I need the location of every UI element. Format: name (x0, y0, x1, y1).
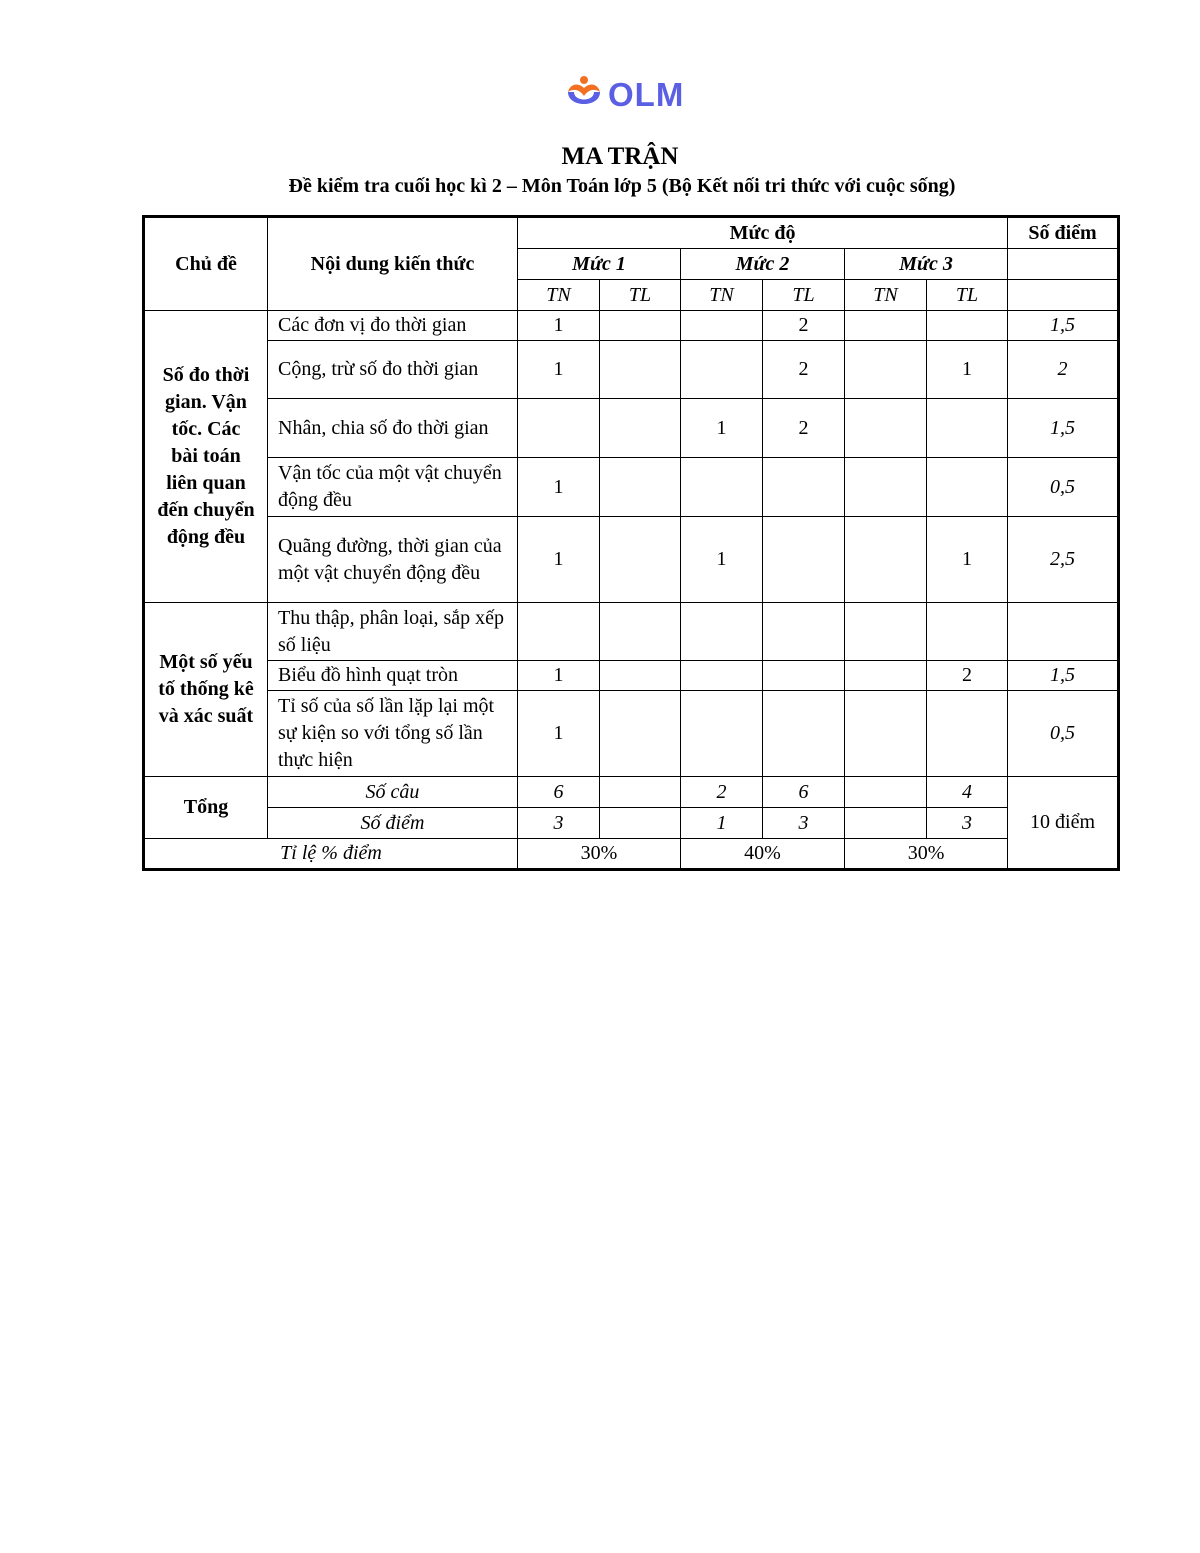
cell-m3tn (845, 603, 927, 661)
header-tl: TL (927, 280, 1008, 311)
cell-m2tn (681, 603, 763, 661)
cell-m2tl: 2 (763, 399, 845, 458)
header-tn: TN (681, 280, 763, 311)
total-q-m1tn: 6 (518, 777, 600, 808)
cell-m1tn: 1 (518, 517, 600, 603)
cell-m3tl: 1 (927, 517, 1008, 603)
cell-m3tn (845, 517, 927, 603)
cell-m3tn (845, 691, 927, 777)
row-content: Vận tốc của một vật chuyển động đều (268, 458, 518, 517)
cell-m2tl (763, 691, 845, 777)
cell-m1tn: 1 (518, 661, 600, 691)
cell-m1tn (518, 603, 600, 661)
table-row (144, 341, 1119, 399)
header-topic: Chủ đề (144, 217, 268, 311)
cell-m2tl (763, 661, 845, 691)
cell-m3tl: 2 (927, 661, 1008, 691)
cell-m2tn: 1 (681, 399, 763, 458)
ratio-row (144, 839, 1119, 870)
total-p-m2tl: 3 (763, 808, 845, 839)
cell-m2tn: 1 (681, 517, 763, 603)
cell-m1tl (600, 311, 681, 341)
ratio-m3: 30% (845, 839, 1008, 870)
total-q-m1tl (600, 777, 681, 808)
total-questions-label: Số câu (268, 777, 518, 808)
cell-m1tn: 1 (518, 341, 600, 399)
cell-m1tl (600, 458, 681, 517)
total-p-m2tn: 1 (681, 808, 763, 839)
olm-logo-icon (564, 74, 604, 118)
total-p-m3tl: 3 (927, 808, 1008, 839)
cell-m3tn (845, 399, 927, 458)
logo-text: OLM (608, 76, 685, 113)
table-row (144, 458, 1119, 517)
cell-m2tl: 2 (763, 311, 845, 341)
total-q-m3tn (845, 777, 927, 808)
cell-m2tn (681, 458, 763, 517)
total-p-m1tl (600, 808, 681, 839)
table-row (144, 399, 1119, 458)
page-title: MA TRẬN (561, 143, 679, 170)
cell-m2tl (763, 517, 845, 603)
ratio-label: Tỉ lệ % điểm (144, 839, 518, 870)
table-row (144, 661, 1119, 691)
total-q-m2tl: 6 (763, 777, 845, 808)
cell-m3tl (927, 691, 1008, 777)
cell-score: 2,5 (1008, 517, 1119, 603)
cell-m1tl (600, 661, 681, 691)
group-topic: Số đo thời gian. Vận tốc. Các bài toán liên quan đến chuyển động đều (144, 311, 268, 603)
cell-m1tl (600, 399, 681, 458)
row-content: Các đơn vị đo thời gian (268, 311, 518, 341)
cell-m3tn (845, 458, 927, 517)
header-tn: TN (845, 280, 927, 311)
cell-m3tl (927, 603, 1008, 661)
header-level1: Mức 1 (518, 249, 681, 280)
cell-m2tl (763, 458, 845, 517)
cell-m3tl (927, 458, 1008, 517)
cell-m1tn: 1 (518, 311, 600, 341)
matrix-table (142, 215, 1120, 871)
total-p-m3tn (845, 808, 927, 839)
cell-m1tl (600, 691, 681, 777)
row-content: Tỉ số của số lần lặp lại một sự kiện so với tổng số lần thực hiện (268, 691, 518, 777)
cell-m3tl: 1 (927, 341, 1008, 399)
group-topic: Một số yếu tố thống kê và xác suất (144, 603, 268, 777)
header-content: Nội dung kiến thức (268, 217, 518, 311)
header-score-empty (1008, 280, 1119, 311)
total-questions-row (144, 777, 1119, 808)
table-row (144, 691, 1119, 777)
olm-logo (564, 74, 694, 118)
cell-m1tn: 1 (518, 691, 600, 777)
row-content: Biểu đồ hình quạt tròn (268, 661, 518, 691)
cell-m1tl (600, 603, 681, 661)
table-row (144, 311, 1119, 341)
header-level3: Mức 3 (845, 249, 1008, 280)
ratio-m1: 30% (518, 839, 681, 870)
header-tn: TN (518, 280, 600, 311)
header-tl: TL (763, 280, 845, 311)
cell-m1tn (518, 399, 600, 458)
cell-score: 1,5 (1008, 311, 1119, 341)
cell-m1tl (600, 517, 681, 603)
total-label: Tổng (144, 777, 268, 839)
cell-m2tn (681, 691, 763, 777)
cell-m2tn (681, 661, 763, 691)
cell-score: 0,5 (1008, 691, 1119, 777)
cell-score: 2 (1008, 341, 1119, 399)
cell-m3tn (845, 311, 927, 341)
total-points-label: Số điểm (268, 808, 518, 839)
cell-m3tl (927, 399, 1008, 458)
cell-m3tn (845, 341, 927, 399)
header-tl: TL (600, 280, 681, 311)
total-q-m2tn: 2 (681, 777, 763, 808)
cell-m2tl: 2 (763, 341, 845, 399)
header-score-empty (1008, 249, 1119, 280)
cell-score (1008, 603, 1119, 661)
table-row (144, 603, 1119, 661)
row-content: Thu thập, phân loại, sắp xếp số liệu (268, 603, 518, 661)
header-level: Mức độ (518, 217, 1008, 249)
cell-m3tn (845, 661, 927, 691)
cell-m2tn (681, 341, 763, 399)
cell-m2tn (681, 311, 763, 341)
table-row (144, 517, 1119, 603)
cell-m1tl (600, 341, 681, 399)
total-p-m1tn: 3 (518, 808, 600, 839)
ratio-m2: 40% (681, 839, 845, 870)
row-content: Nhân, chia số đo thời gian (268, 399, 518, 458)
cell-score: 0,5 (1008, 458, 1119, 517)
header-score: Số điểm (1008, 217, 1119, 249)
page-subtitle: Đề kiểm tra cuối học kì 2 – Môn Toán lớp 5 (Bộ Kết nối tri thức với cuộc sống) (288, 175, 956, 197)
header-level2: Mức 2 (681, 249, 845, 280)
row-content: Cộng, trừ số đo thời gian (268, 341, 518, 399)
cell-score: 1,5 (1008, 661, 1119, 691)
total-points-row (144, 808, 1119, 839)
cell-m3tl (927, 311, 1008, 341)
cell-m1tn: 1 (518, 458, 600, 517)
row-content: Quãng đường, thời gian của một vật chuyển động đều (268, 517, 518, 603)
total-q-m3tl: 4 (927, 777, 1008, 808)
cell-score: 1,5 (1008, 399, 1119, 458)
cell-m2tl (763, 603, 845, 661)
total-score: 10 điểm (1008, 777, 1119, 870)
